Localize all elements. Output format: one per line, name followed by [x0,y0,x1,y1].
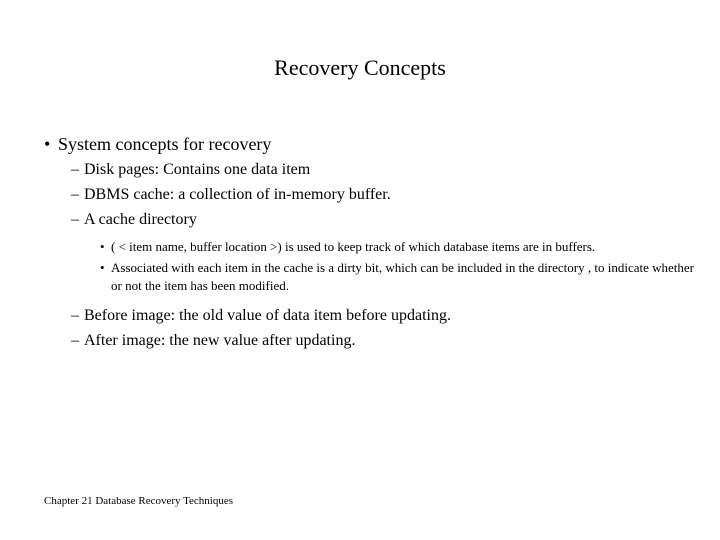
dash-marker: – [71,211,79,228]
dash-marker: – [71,186,79,203]
sub-item-after-image [71,328,684,353]
sub-item-text: DBMS cache: a collection of in-memory buffer. [84,186,391,203]
bullet-marker: • [44,134,51,154]
sub-item-text: A cache directory [84,211,197,228]
nested-list [44,238,694,295]
main-bullet-text: System concepts for recovery [58,134,272,154]
sub-item-text: Disk pages: Contains one data item [84,161,311,178]
dash-marker: – [71,161,79,178]
slide-title: Recovery Concepts [274,55,446,80]
nested-item-item-name [44,238,701,256]
nested-item-dirty-bit [44,259,701,295]
bullet-marker: • [100,239,105,254]
sub-item-dbms-cache [71,182,684,207]
nested-item-text: ( < item name, buffer location >) is used to keep track of which database items are in buffers. [111,239,596,254]
bullet-marker: • [100,260,105,275]
sub-item-before-image [71,303,684,328]
dash-marker: – [71,307,79,324]
sub-item-text: Before image: the old value of data item before updating. [84,307,451,324]
sub-item-cache-directory [71,207,684,232]
sub-item-text: After image: the new value after updating. [84,332,356,349]
main-bullet [44,131,684,157]
main-bullet-block [44,131,694,353]
slide-footer: Chapter 21 Database Recovery Techniques [44,495,234,507]
sub-item-disk-pages [71,157,684,182]
dash-marker: – [71,332,79,349]
nested-item-text: Associated with each item in the cache is a dirty bit, which can be included in the directory , to indicate whether or not the item has been modified. [111,260,694,293]
